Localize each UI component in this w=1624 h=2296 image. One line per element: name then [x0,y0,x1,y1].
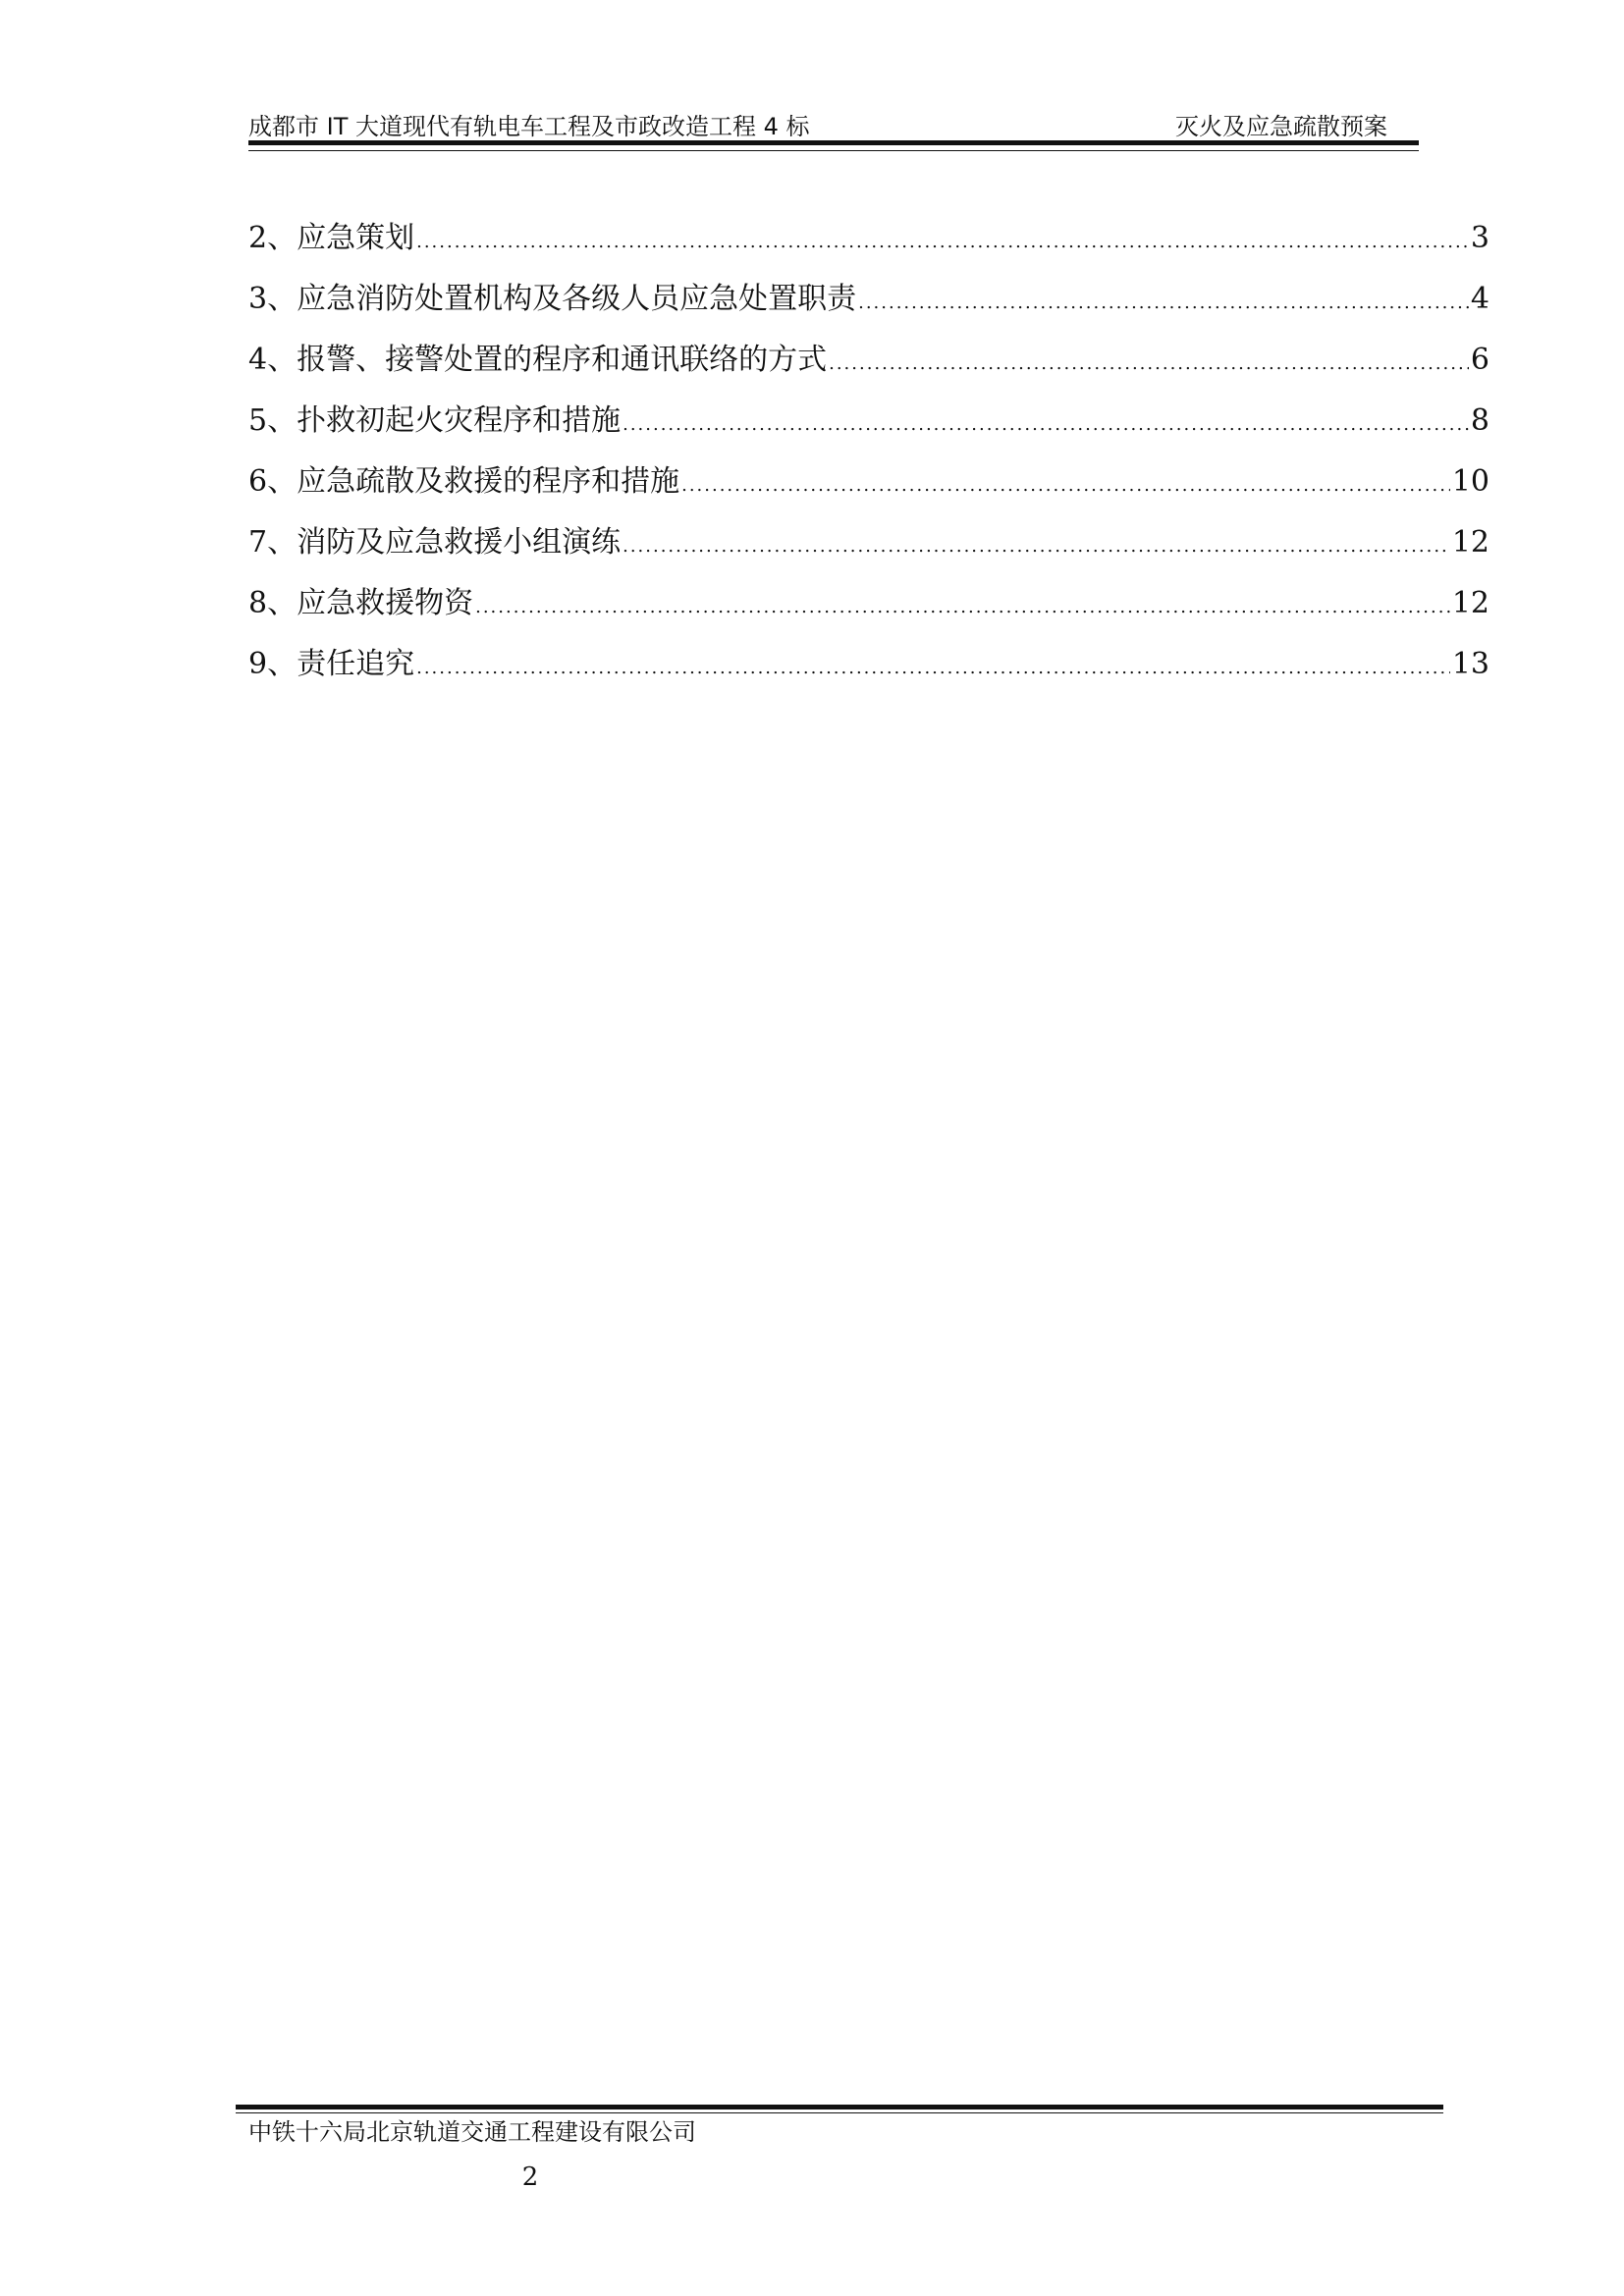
toc-entry-7[interactable] [248,512,1489,573]
toc-dot-leader [681,455,1450,516]
toc-entry-page: 12 [1451,586,1489,620]
toc-entry-label: 6、应急疏散及救援的程序和措施 [248,464,680,499]
header-project-title: 成都市 IT 大道现代有轨电车工程及市政改造工程 4 标 [248,113,810,140]
toc-dot-leader [416,212,1469,273]
toc-entry-page: 8 [1470,403,1489,438]
toc-entry-label: 4、报警、接警处置的程序和通讯联络的方式 [248,343,828,377]
toc-entry-label: 8、应急救援物资 [248,586,474,620]
footer-company-name: 中铁十六局北京轨道交通工程建设有限公司 [248,2118,696,2146]
header-document-title: 灭火及应急疏散预案 [1175,113,1387,140]
toc-dot-leader [416,638,1450,699]
toc-entry-page: 4 [1470,282,1489,316]
toc-dot-leader [829,334,1469,395]
toc-entry-label: 2、应急策划 [248,221,415,255]
header-rule [248,140,1419,145]
toc-entry-4[interactable] [248,330,1489,391]
toc-entry-label: 7、消防及应急救援小组演练 [248,525,622,560]
toc-entry-page: 6 [1470,343,1489,377]
toc-entry-6[interactable] [248,452,1489,512]
page-number: 2 [521,2163,539,2192]
header-rule-thin [248,150,1419,151]
page-header [248,110,1417,143]
toc-entry-page: 3 [1470,221,1489,255]
toc-entry-label: 3、应急消防处置机构及各级人员应急处置职责 [248,282,857,316]
toc-entry-5[interactable] [248,391,1489,452]
toc-entry-2[interactable] [248,208,1489,269]
toc-entry-page: 13 [1451,647,1489,681]
toc-entry-label: 9、责任追究 [248,647,415,681]
toc-entry-page: 12 [1451,525,1489,560]
toc-entry-9[interactable] [248,634,1489,695]
toc-entry-label: 5、扑救初起火灾程序和措施 [248,403,622,438]
toc-entry-3[interactable] [248,269,1489,330]
toc-dot-leader [858,273,1469,334]
toc-entry-8[interactable] [248,573,1489,634]
toc-dot-leader [623,516,1450,577]
footer-rule [236,2105,1443,2109]
toc-entry-page: 10 [1451,464,1489,499]
toc-dot-leader [475,577,1450,638]
table-of-contents [248,208,1489,695]
toc-dot-leader [623,395,1469,455]
